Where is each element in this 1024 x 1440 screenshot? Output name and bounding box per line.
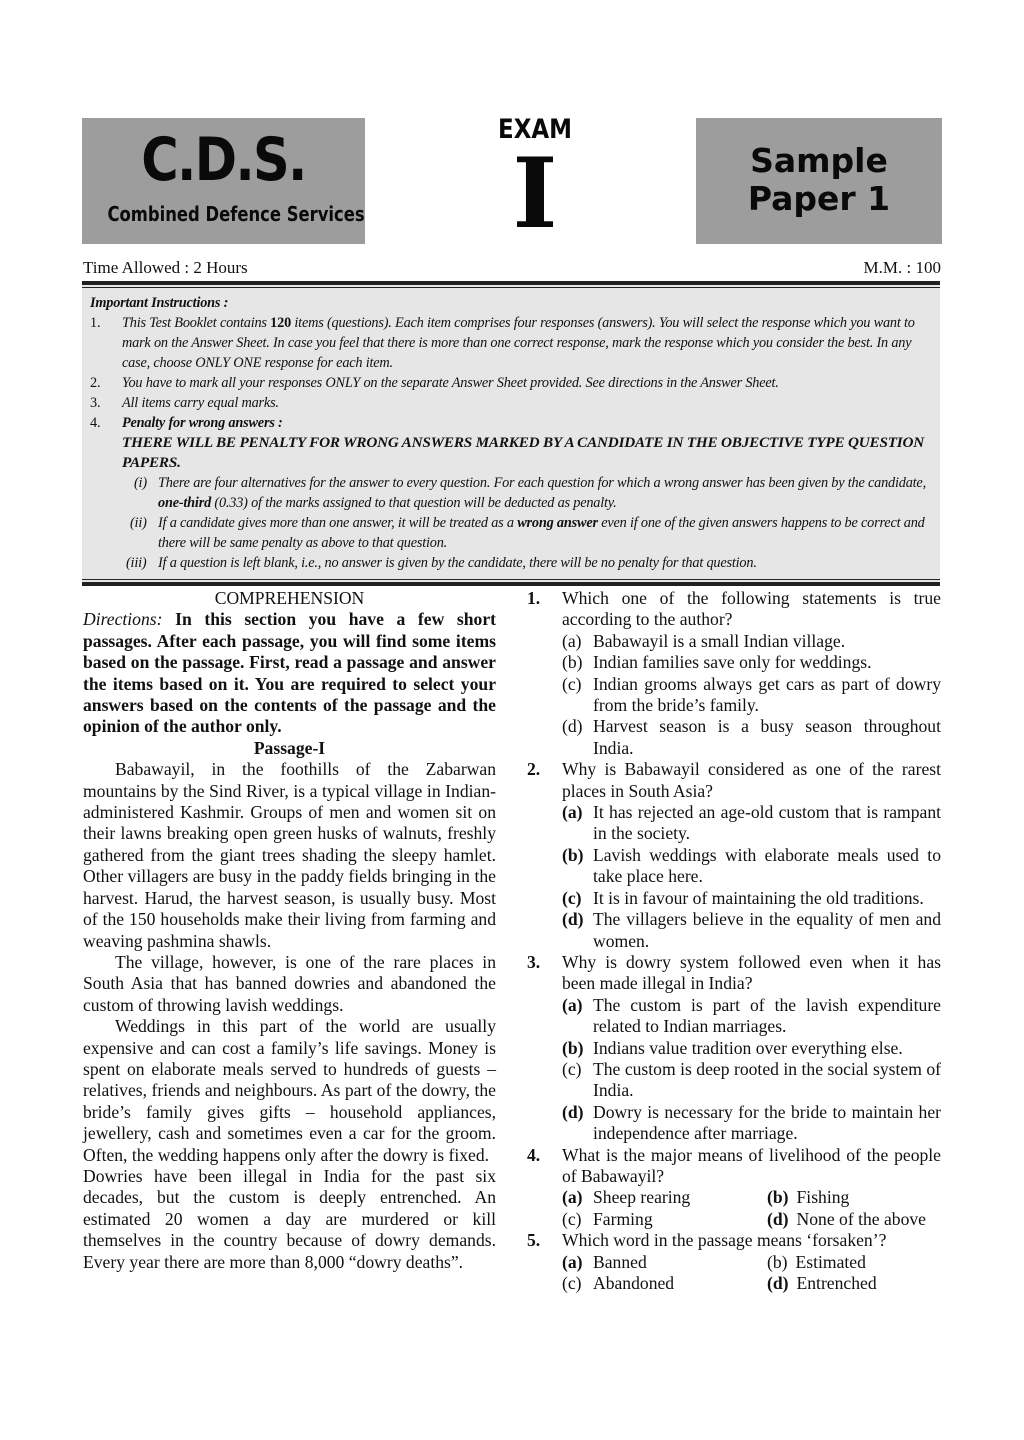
penalty-notice: THERE WILL BE PENALTY FOR WRONG ANSWERS MARKED BY A CANDIDATE IN THE OBJECTIVE TYPE QUESTION PAPERS. <box>122 434 925 471</box>
question-number: 5. <box>527 1230 541 1251</box>
option-label: (b) <box>562 1037 584 1058</box>
instruction-subitem <box>90 473 934 513</box>
option[interactable] <box>767 1187 941 1208</box>
option[interactable] <box>527 845 941 888</box>
sample-title-line2: Paper 1 <box>747 179 891 218</box>
option-label: (d) <box>767 1208 789 1229</box>
time-allowed: Time Allowed : 2 Hours <box>83 258 248 277</box>
subitem-bold: one-third <box>158 495 212 511</box>
exam-numeral: I <box>512 137 558 250</box>
option-label: (d) <box>562 716 583 737</box>
option[interactable] <box>527 802 941 845</box>
question-text: Why is Babawayil considered as one of the rarest places in South Asia? <box>562 759 941 801</box>
instruction-text: items (questions). Each item comprises four responses (answers). You will select the response which you want to mark on the Answer Sheet. In case you feel that there is more than one correct response, mark the response which you consider the best. In any case, choose ONLY ONE response for each item. <box>122 315 915 371</box>
directions-text: In this section you have a few short passages. After each passage, you will find some items based on the passage. First, read a passage and answer the items based on it. You are required to select your answers based on the contents of the passage and the opinion of the author only. <box>83 609 496 737</box>
max-marks: M.M. : 100 <box>863 258 941 277</box>
option-text: It has rejected an age-old custom that is rampant in the society. <box>593 802 941 844</box>
option[interactable] <box>527 995 941 1038</box>
option-text: Fishing <box>796 1187 850 1208</box>
instruction-item <box>90 313 934 373</box>
subitem-text: (0.33) of the marks assigned to that question will be deducted as penalty. <box>211 495 617 511</box>
subitem-text: If a candidate gives more than one answer, it will be treated as a <box>158 515 518 531</box>
option-label: (c) <box>562 673 582 694</box>
option-row <box>527 1209 941 1230</box>
instruction-item <box>90 413 934 473</box>
option[interactable] <box>527 909 941 952</box>
instruction-item <box>90 393 934 413</box>
option-row <box>527 1187 941 1208</box>
option[interactable] <box>527 674 941 717</box>
cds-title: C.D.S. <box>141 125 306 195</box>
question-number: 3. <box>527 951 541 972</box>
cds-subtitle: Combined Defence Services <box>107 202 365 226</box>
questions-column <box>527 588 941 1294</box>
option[interactable] <box>527 1059 941 1102</box>
option-text: Sheep rearing <box>593 1187 691 1208</box>
subitem-text: There are four alternatives for the answer to every question. For each question for which a wrong answer has been given by the candidate, <box>158 475 926 491</box>
question <box>527 759 941 802</box>
option-label: (b) <box>767 1187 789 1208</box>
option-label: (b) <box>562 652 583 673</box>
instruction-number: 3. <box>90 395 101 411</box>
question <box>527 588 941 631</box>
instruction-number: 4. <box>90 415 101 431</box>
subitem-number: (i) <box>134 475 147 491</box>
passage-paragraph: Babawayil, in the foothills of the Zabarwan mountains by the Sind River, is a typical village in Indian-administered Kashmir. Groups of men and women sit on their lawns breaking open green husks of walnuts, freshly gathered from the giant trees shading the sleepy hamlet. Other villagers are busy in the paddy fields bringing in the harvest. Harud, the harvest season, is usually busy. Most of the 150 households make their living from farming and weaving pashmina shawls. <box>83 759 496 951</box>
instruction-item <box>90 373 934 393</box>
exam-label: EXAM <box>498 114 572 145</box>
option-text: It is in favour of maintaining the old traditions. <box>593 887 924 908</box>
section-title: COMPREHENSION <box>214 588 365 608</box>
option-label: (b) <box>767 1251 788 1272</box>
option-label: (c) <box>562 1208 582 1229</box>
option-label: (c) <box>562 1058 582 1079</box>
passage-column <box>83 588 496 1273</box>
option[interactable] <box>767 1273 941 1294</box>
option[interactable] <box>527 1102 941 1145</box>
option-text: Indian families save only for weddings. <box>593 652 872 673</box>
option-label: (a) <box>562 1187 583 1208</box>
question-number: 4. <box>527 1144 541 1165</box>
instruction-number: 1. <box>90 315 101 331</box>
question-text: What is the major means of livelihood of the people of Babawayil? <box>562 1144 941 1186</box>
instruction-text: All items carry equal marks. <box>122 395 279 411</box>
option-text: Lavish weddings with elaborate meals used to take place here. <box>593 844 941 887</box>
option-row <box>527 1252 941 1273</box>
question-text: Which one of the following statements is true according to the author? <box>562 588 941 630</box>
subitem-text: If a question is left blank, i.e., no answer is given by the candidate, there will be no penalty for that question. <box>158 555 757 571</box>
option-label: (a) <box>562 1251 583 1272</box>
instruction-subitem <box>90 553 934 573</box>
question <box>527 1230 941 1251</box>
option-text: Estimated <box>795 1251 866 1272</box>
option-text: Indians value tradition over everything else. <box>593 1037 903 1058</box>
option[interactable] <box>527 888 941 909</box>
option-text: The custom is part of the lavish expenditure related to Indian marriages. <box>593 994 941 1037</box>
option-text: The custom is deep rooted in the social system of India. <box>593 1058 941 1101</box>
directions-label: Directions: <box>83 609 163 630</box>
option-text: Banned <box>593 1251 647 1272</box>
option-label: (d) <box>562 909 584 930</box>
cds-title-box <box>82 118 365 244</box>
option-text: Entrenched <box>796 1273 877 1293</box>
subitem-bold: wrong answer <box>517 515 598 531</box>
option-label: (c) <box>562 1273 582 1293</box>
question-number: 1. <box>527 588 541 608</box>
option-label: (d) <box>562 1101 584 1122</box>
option[interactable] <box>767 1209 941 1230</box>
question-number: 2. <box>527 759 541 780</box>
instruction-text: This Test Booklet contains <box>122 315 271 331</box>
subitem-number: (iii) <box>126 555 147 571</box>
option[interactable] <box>767 1252 941 1273</box>
option[interactable] <box>527 716 941 759</box>
option-label: (b) <box>562 844 584 865</box>
subitem-text: even if one of the given answers happens to be correct and there will be same penalty as above to that question. <box>158 515 925 551</box>
option-text: Dowry is necessary for the bride to maintain her independence after marriage. <box>593 1101 941 1144</box>
instruction-text: You have to mark all your responses ONLY on the separate Answer Sheet provided. See directions in the Answer Sheet. <box>122 375 779 391</box>
option-text: Babawayil is a small Indian village. <box>593 630 846 651</box>
option-label: (a) <box>562 630 582 651</box>
option-text: Harvest season is a busy season throughout India. <box>593 716 941 758</box>
option-label: (c) <box>562 887 582 908</box>
option[interactable] <box>527 652 941 673</box>
sample-paper-box <box>696 118 942 244</box>
instruction-subitem <box>90 513 934 553</box>
option-label: (a) <box>562 802 583 823</box>
option-text: None of the above <box>796 1208 926 1229</box>
question <box>527 952 941 995</box>
question-text: Why is dowry system followed even when it has been made illegal in India? <box>562 951 941 994</box>
option[interactable] <box>527 1252 767 1273</box>
passage-title: Passage-I <box>253 737 326 758</box>
option[interactable] <box>527 1273 767 1294</box>
instruction-bold: 120 <box>270 315 292 331</box>
option[interactable] <box>527 1038 941 1059</box>
option-text: Abandoned <box>593 1273 675 1293</box>
passage-paragraph: Dowries have been illegal in India for the past six decades, but the custom is deeply entrenched. An estimated 20 women a day are murdered or kill themselves in the country because of dowry demands. Every year there are more than 8,000 “dowry deaths”. <box>83 1165 496 1272</box>
option[interactable] <box>527 1187 767 1208</box>
option-text: The villagers believe in the equality of men and women. <box>593 909 941 951</box>
instructions-heading: Important Instructions : <box>90 295 229 311</box>
option[interactable] <box>527 1209 767 1230</box>
subitem-number: (ii) <box>130 515 147 531</box>
instructions-box <box>82 281 940 586</box>
passage-paragraph: Weddings in this part of the world are usually expensive and can cost a family’s life savings. Money is spent on elaborate meals served to hundreds of guests – relatives, friends and neighbours. As part of the dowry, the bride’s family gives gifts – household appliances, jewellery, cash and sometimes even a car for the groom. Often, the wedding happens only after the dowry is fixed. <box>83 1016 496 1165</box>
instruction-number: 2. <box>90 375 101 391</box>
sample-title-line1: Sample <box>750 141 888 180</box>
option[interactable] <box>527 631 941 652</box>
question-text: Which word in the passage means ‘forsaken’? <box>562 1230 887 1251</box>
option-text: Indian grooms always get cars as part of dowry from the bride’s family. <box>593 673 941 716</box>
sample-paper-title <box>696 142 942 218</box>
option-label: (d) <box>767 1273 789 1293</box>
directions <box>83 609 496 737</box>
option-row <box>527 1273 941 1294</box>
passage-paragraph: The village, however, is one of the rare places in South Asia that has banned dowries and abandoned the custom of throwing lavish weddings. <box>83 951 496 1015</box>
option-label: (a) <box>562 994 583 1015</box>
penalty-heading: Penalty for wrong answers : <box>122 415 283 431</box>
question <box>527 1145 941 1188</box>
option-text: Farming <box>593 1208 653 1229</box>
